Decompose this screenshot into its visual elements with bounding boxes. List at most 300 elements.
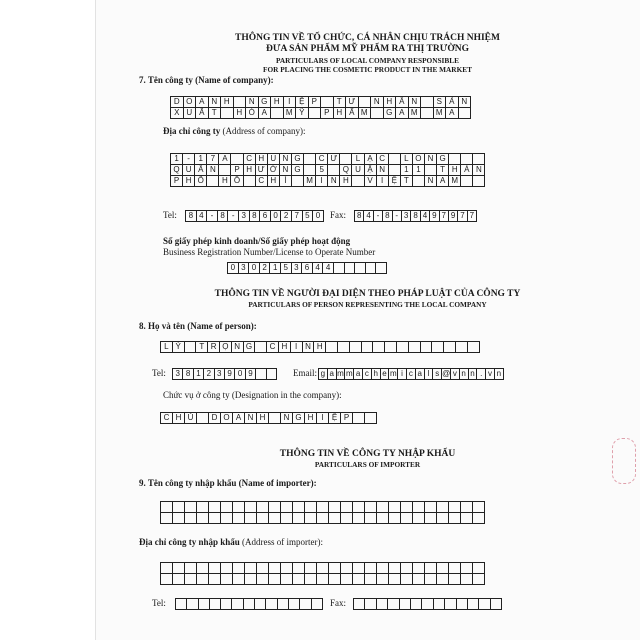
letter-box: [267, 369, 277, 380]
letter-box: I: [291, 342, 303, 353]
letter-box: [317, 563, 329, 574]
letter-box: 6: [260, 211, 271, 222]
title-en-line1: PARTICULARS OF LOCAL COMPANY RESPONSIBLE: [276, 56, 459, 65]
letter-box: [293, 513, 305, 524]
letter-box: [173, 574, 185, 585]
person-tel-grid: [172, 368, 277, 380]
importer-heading-en: PARTICULARS OF IMPORTER: [314, 460, 421, 469]
letter-box: O: [221, 413, 233, 424]
person-email-grid: [318, 368, 504, 380]
letter-box: c: [363, 369, 372, 380]
letter-box: 3: [215, 369, 225, 380]
letter-box: H: [305, 413, 317, 424]
letter-box: O: [184, 97, 197, 108]
letter-box: [173, 513, 185, 524]
letter-box: 9: [225, 369, 235, 380]
letter-box: [353, 574, 365, 585]
letter-box: [437, 574, 449, 585]
letter-box: 7: [440, 211, 449, 222]
letter-box: T: [401, 176, 413, 187]
letter-box: -: [207, 211, 218, 222]
letter-box: [281, 574, 293, 585]
letter-box: [234, 97, 247, 108]
letter-box: N: [425, 176, 437, 187]
letter-box: G: [292, 154, 304, 165]
letter-box: G: [244, 342, 256, 353]
letter-box: Ư: [256, 165, 268, 176]
letter-box: [340, 154, 352, 165]
letter-box: 1: [413, 165, 425, 176]
letter-box: [352, 176, 364, 187]
letter-box: [366, 263, 377, 274]
letter-box: [209, 574, 221, 585]
letter-box: [221, 108, 234, 119]
letter-box: N: [303, 342, 315, 353]
letter-box: C: [161, 413, 173, 424]
letter-box: [461, 513, 473, 524]
letter-box: 8: [411, 211, 420, 222]
letter-box: [468, 342, 480, 353]
letter-box: [422, 599, 433, 610]
letter-box: 8: [250, 211, 261, 222]
letter-box: [421, 108, 434, 119]
person-email-label: Email:: [293, 368, 317, 378]
importer-fax-label: Fax:: [330, 598, 347, 608]
letter-box: A: [446, 108, 459, 119]
letter-box: [449, 502, 461, 513]
letter-box: [377, 563, 389, 574]
letter-box: [355, 263, 366, 274]
letter-box: Q: [340, 165, 352, 176]
letter-box: [271, 108, 284, 119]
letter-box: T: [334, 97, 347, 108]
letter-box: m: [345, 369, 353, 378]
letter-box: 9: [246, 369, 256, 380]
letter-box: [317, 574, 329, 585]
letter-box: H: [234, 108, 247, 119]
letter-box: [256, 369, 266, 380]
letter-box: G: [384, 108, 397, 119]
letter-box: n: [469, 369, 478, 380]
letter-box: 5: [281, 263, 292, 274]
letter-box: [245, 502, 257, 513]
letter-box: Ờ: [268, 165, 280, 176]
letter-box: [389, 502, 401, 513]
letter-box: H: [183, 176, 195, 187]
letter-box: 2: [204, 369, 214, 380]
letter-box: [425, 563, 437, 574]
letter-box: N: [232, 342, 244, 353]
letter-box: [300, 599, 311, 610]
letter-box: M: [449, 176, 461, 187]
letter-box: [365, 574, 377, 585]
letter-box: [365, 599, 376, 610]
letter-box: Ẩ: [346, 108, 359, 119]
letter-box: [461, 176, 473, 187]
letter-box: [221, 513, 233, 524]
letter-box: [328, 165, 340, 176]
letter-box: [345, 263, 356, 274]
letter-box: [329, 502, 341, 513]
letter-box: Â: [396, 97, 409, 108]
letter-box: H: [279, 342, 291, 353]
importer-fax-grid: [353, 598, 502, 610]
letter-box: [397, 342, 409, 353]
company-name-label: 7. Tên công ty (Name of company):: [139, 75, 274, 85]
letter-box: [425, 574, 437, 585]
letter-box: H: [271, 97, 284, 108]
letter-box: a: [416, 369, 425, 380]
letter-box: [293, 563, 305, 574]
letter-box: [385, 342, 397, 353]
letter-box: [161, 502, 173, 513]
letter-box: [377, 574, 389, 585]
letter-box: [413, 176, 425, 187]
letter-box: 7: [292, 211, 303, 222]
letter-box: [473, 563, 485, 574]
letter-box: 1: [194, 369, 204, 380]
letter-box: 5: [303, 211, 314, 222]
letter-box: [341, 574, 353, 585]
letter-box: [304, 165, 316, 176]
letter-box: P: [231, 165, 243, 176]
letter-box: P: [321, 108, 334, 119]
letter-box: N: [425, 154, 437, 165]
letter-box: 1: [171, 154, 183, 165]
letter-box: [389, 165, 401, 176]
letter-box: [456, 342, 468, 353]
letter-box: [207, 176, 219, 187]
letter-box: C: [316, 154, 328, 165]
letter-box: [233, 574, 245, 585]
letter-box: N: [246, 97, 259, 108]
letter-box: [269, 563, 281, 574]
letter-box: C: [256, 176, 268, 187]
company-fax-grid: [354, 210, 477, 222]
letter-box: [359, 97, 372, 108]
letter-box: [389, 563, 401, 574]
letter-box: [209, 502, 221, 513]
letter-box: [176, 599, 187, 610]
letter-box: Ọ: [220, 342, 232, 353]
letter-box: [245, 574, 257, 585]
letter-box: [413, 513, 425, 524]
license-label: Số giấy phép kinh doanh/Số giấy phép hoạt động: [163, 236, 351, 246]
letter-box: [365, 563, 377, 574]
letter-box: [329, 563, 341, 574]
letter-box: 4: [197, 211, 208, 222]
letter-box: [377, 513, 389, 524]
letter-box: [161, 563, 173, 574]
designation-label: Chức vụ ở công ty (Designation in the company):: [163, 390, 342, 400]
letter-box: U: [268, 154, 280, 165]
letter-box: M: [284, 108, 297, 119]
letter-box: [309, 108, 322, 119]
letter-box: M: [304, 176, 316, 187]
letter-box: I: [317, 413, 329, 424]
letter-box: -: [228, 211, 239, 222]
letter-box: [449, 563, 461, 574]
letter-box: T: [196, 342, 208, 353]
letter-box: [269, 574, 281, 585]
letter-box: [437, 513, 449, 524]
red-stamp: [612, 438, 636, 484]
representative-heading-vi: THÔNG TIN VỀ NGƯỜI ĐẠI DIỆN THEO PHÁP LUẬT CỦA CÔNG TY: [214, 289, 521, 299]
representative-heading-en: PARTICULARS OF PERSON REPRESENTING THE LOCAL COMPANY: [248, 300, 487, 309]
letter-box: [377, 599, 388, 610]
company-tel-label: Tel:: [163, 210, 177, 220]
letter-box: 8: [355, 211, 364, 222]
letter-box: 2: [281, 211, 292, 222]
letter-box: 9: [449, 211, 458, 222]
letter-box: C: [267, 342, 279, 353]
letter-box: [421, 342, 433, 353]
license-grid: [227, 262, 387, 274]
letter-box: [389, 513, 401, 524]
letter-box: L: [352, 154, 364, 165]
letter-box: 3: [402, 211, 411, 222]
letter-box: @: [442, 369, 451, 378]
letter-box: [411, 599, 422, 610]
letter-box: [292, 176, 304, 187]
letter-box: H: [384, 97, 397, 108]
letter-box: 7: [207, 154, 219, 165]
letter-box: [371, 108, 384, 119]
letter-box: 0: [249, 263, 260, 274]
letter-box: A: [396, 108, 409, 119]
letter-box: v: [486, 369, 495, 380]
letter-box: M: [409, 108, 422, 119]
letter-box: [413, 574, 425, 585]
letter-box: 4: [313, 263, 324, 274]
letter-box: I: [316, 176, 328, 187]
letter-box: m: [389, 369, 397, 378]
letter-box: P: [171, 176, 183, 187]
letter-box: [244, 176, 256, 187]
letter-box: 4: [364, 211, 373, 222]
letter-box: [401, 574, 413, 585]
letter-box: [197, 574, 209, 585]
letter-box: N: [371, 97, 384, 108]
letter-box: [255, 599, 266, 610]
letter-box: [449, 574, 461, 585]
company-tel-grid: [185, 210, 324, 222]
letter-box: [341, 502, 353, 513]
letter-box: [281, 563, 293, 574]
letter-box: [255, 342, 267, 353]
letter-box: G: [437, 154, 449, 165]
letter-box: H: [173, 413, 185, 424]
letter-box: [185, 563, 197, 574]
letter-box: 8: [383, 211, 392, 222]
letter-box: 0: [235, 369, 245, 380]
letter-box: Í: [280, 176, 292, 187]
letter-box: X: [171, 108, 184, 119]
letter-box: 6: [302, 263, 313, 274]
letter-box: [221, 599, 232, 610]
letter-box: -: [393, 211, 402, 222]
letter-box: 3: [292, 263, 303, 274]
importer-name-label: 9. Tên công ty nhập khẩu (Name of importer):: [139, 478, 317, 488]
letter-box: [257, 563, 269, 574]
letter-box: P: [309, 97, 322, 108]
letter-box: U: [183, 165, 195, 176]
letter-box: h: [372, 369, 381, 380]
letter-box: H: [268, 176, 280, 187]
letter-box: [187, 599, 198, 610]
letter-box: [197, 513, 209, 524]
company-address-grid: [170, 153, 485, 187]
letter-box: À: [461, 165, 473, 176]
letter-box: [425, 165, 437, 176]
letter-box: [329, 574, 341, 585]
letter-box: N: [328, 176, 340, 187]
letter-box: [221, 563, 233, 574]
letter-box: H: [256, 154, 268, 165]
letter-box: H: [334, 108, 347, 119]
letter-box: N: [207, 165, 219, 176]
letter-box: i: [398, 369, 407, 380]
letter-box: [185, 574, 197, 585]
letter-box: N: [409, 97, 422, 108]
letter-box: Ư: [346, 97, 359, 108]
designation-grid: [160, 412, 377, 424]
letter-box: n: [460, 369, 469, 380]
letter-box: [468, 599, 479, 610]
letter-box: [257, 502, 269, 513]
letter-box: H: [221, 97, 234, 108]
letter-box: [457, 599, 468, 610]
letter-box: A: [233, 413, 245, 424]
letter-box: A: [437, 176, 449, 187]
letter-box: [269, 502, 281, 513]
letter-box: [305, 513, 317, 524]
letter-box: [353, 563, 365, 574]
importer-address-grid: [160, 562, 485, 585]
letter-box: [389, 574, 401, 585]
letter-box: [244, 599, 255, 610]
letter-box: m: [337, 369, 344, 378]
letter-box: [365, 513, 377, 524]
letter-box: [329, 513, 341, 524]
letter-box: N: [281, 413, 293, 424]
letter-box: U: [184, 108, 197, 119]
letter-box: [479, 599, 490, 610]
letter-box: [197, 502, 209, 513]
letter-box: [425, 513, 437, 524]
letter-box: [293, 502, 305, 513]
letter-box: e: [381, 369, 390, 380]
letter-box: Ư: [328, 154, 340, 165]
letter-box: [304, 154, 316, 165]
letter-box: [353, 502, 365, 513]
letter-box: 0: [271, 211, 282, 222]
letter-box: [209, 563, 221, 574]
letter-box: [373, 342, 385, 353]
letter-box: [401, 502, 413, 513]
importer-heading-vi: THÔNG TIN VỀ CÔNG TY NHẬP KHẨU: [279, 449, 456, 459]
letter-box: [221, 502, 233, 513]
title-vi-line2: ĐƯA SẢN PHẨM MỸ PHẨM RA THỊ TRƯỜNG: [266, 44, 469, 54]
letter-box: a: [354, 369, 363, 380]
letter-box: [305, 574, 317, 585]
letter-box: D: [171, 97, 184, 108]
letter-box: R: [208, 342, 220, 353]
letter-box: [473, 502, 485, 513]
letter-box: [459, 108, 472, 119]
letter-box: A: [219, 154, 231, 165]
letter-box: [257, 574, 269, 585]
title-en-line2: FOR PLACING THE COSMETIC PRODUCT IN THE MARKET: [262, 65, 472, 74]
letter-box: [353, 513, 365, 524]
letter-box: [432, 342, 444, 353]
letter-box: [257, 513, 269, 524]
letter-box: M: [434, 108, 447, 119]
letter-box: [445, 599, 456, 610]
letter-box: N: [280, 154, 292, 165]
letter-box: [281, 502, 293, 513]
letter-box: [444, 342, 456, 353]
letter-box: a: [328, 369, 337, 380]
letter-box: 3: [239, 263, 250, 274]
title-vi-line1: THÔNG TIN VỀ TỔ CHỨC, CÁ NHÂN CHỊU TRÁCH NHIỆM: [235, 33, 500, 43]
letter-box: s: [433, 369, 442, 380]
letter-box: [326, 342, 338, 353]
letter-box: Ố: [195, 176, 207, 187]
letter-box: H: [449, 165, 461, 176]
letter-box: T: [437, 165, 449, 176]
letter-box: [245, 513, 257, 524]
letter-box: 3: [239, 211, 250, 222]
letter-box: [173, 502, 185, 513]
letter-box: l: [425, 369, 434, 380]
letter-box: H: [314, 342, 326, 353]
letter-box: [376, 263, 387, 274]
letter-box: [233, 563, 245, 574]
letter-box: S: [434, 97, 447, 108]
letter-box: 7: [458, 211, 467, 222]
letter-box: [437, 502, 449, 513]
importer-tel-grid: [175, 598, 323, 610]
letter-box: [365, 413, 377, 424]
letter-box: U: [352, 165, 364, 176]
letter-box: I: [284, 97, 297, 108]
letter-box: Q: [171, 165, 183, 176]
letter-box: G: [293, 413, 305, 424]
letter-box: [413, 502, 425, 513]
letter-box: Ả: [446, 97, 459, 108]
letter-box: A: [196, 97, 209, 108]
letter-box: O: [413, 154, 425, 165]
letter-box: [312, 599, 323, 610]
letter-box: [161, 574, 173, 585]
letter-box: [289, 599, 300, 610]
letter-box: [269, 413, 281, 424]
letter-box: [421, 97, 434, 108]
letter-box: [233, 502, 245, 513]
person-tel-label: Tel:: [152, 368, 166, 378]
letter-box: Ỹ: [296, 108, 309, 119]
letter-box: G: [292, 165, 304, 176]
letter-box: [341, 563, 353, 574]
letter-box: [219, 165, 231, 176]
letter-box: Ạ: [365, 154, 377, 165]
letter-box: N: [209, 97, 222, 108]
letter-box: [365, 502, 377, 513]
letter-box: [449, 154, 461, 165]
letter-box: D: [209, 413, 221, 424]
letter-box: 0: [228, 263, 239, 274]
